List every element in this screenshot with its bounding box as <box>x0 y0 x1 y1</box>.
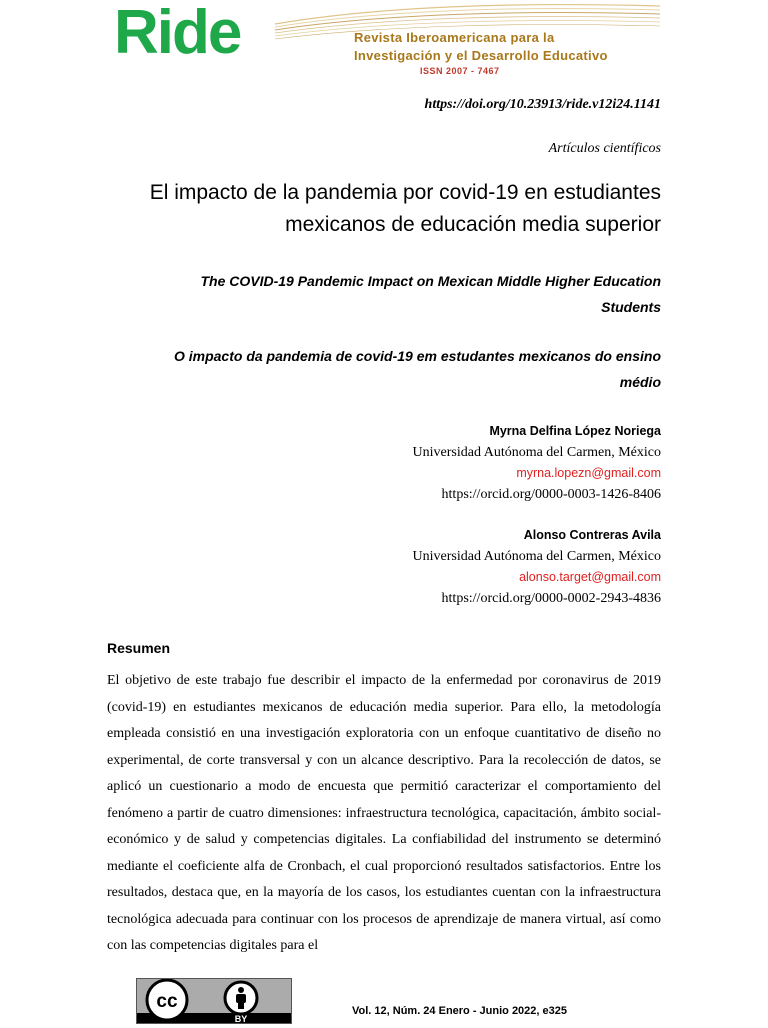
author-orcid[interactable]: https://orcid.org/0000-0002-2943-4836 <box>441 591 661 606</box>
author-email[interactable]: myrna.lopezn@gmail.com <box>516 466 661 480</box>
journal-header <box>0 0 768 82</box>
doi-link[interactable]: https://doi.org/10.23913/ride.v12i24.1141 <box>424 97 661 112</box>
abstract-text: El objetivo de este trabajo fue describir el impacto de la enfermedad por coronavirus de 2019 (covid-19) en estudiantes mexicanos de educación media superior. Para ello, la metodología empleada consistió en una investigación exploratoria con un enfoque cuantitativo de diseño no experimental, de corte transversal y con un alcance descriptivo. Para la recolección de datos, se aplicó un cuestionario a modo de encuesta que permitió caracterizar el comportamiento del fenómeno a partir de cuatro dimensiones: infraestructura tecnológica, capacitación, ámbito social-económico y de salud y competencias digitales. La confiabilidad del instrumento se determinó mediante el coeficiente alfa de Cronbach, el cual proporcionó resultados satisfactorios. Entre los resultados, destaca que, en la mayoría de los casos, los estudiantes cuentan con la infraestructura tecnológica adecuada para continuar con los procesos de aprendizaje de manera virtual, así como con las competencias digitales para el <box>107 673 661 953</box>
title-portuguese-line2: médio <box>619 374 661 390</box>
title-english-line1: The COVID-19 Pandemic Impact on Mexican Middle Higher Education <box>200 273 661 289</box>
journal-logo: Ride <box>114 0 241 67</box>
journal-name <box>354 29 608 65</box>
author-affiliation: Universidad Autónoma del Carmen, México <box>412 549 661 564</box>
author-affiliation: Universidad Autónoma del Carmen, México <box>412 445 661 460</box>
title-portuguese <box>101 343 661 395</box>
section-label: Artículos científicos <box>548 141 661 156</box>
footer-volume: Vol. 12, Núm. 24 Enero - Junio 2022, e325 <box>352 1005 567 1017</box>
author-name: Alonso Contreras Avila <box>523 528 661 542</box>
title-english <box>101 268 661 320</box>
journal-name-line1: Revista Iberoamericana para la <box>354 30 555 45</box>
cc-license-badge[interactable] <box>136 978 292 1024</box>
title-portuguese-line1: O impacto da pandemia de covid-19 em estudantes mexicanos do ensino <box>173 348 661 364</box>
journal-name-line2: Investigación y el Desarrollo Educativo <box>354 48 608 63</box>
title-spanish <box>101 177 661 241</box>
title-spanish-line2: mexicanos de educación media superior <box>285 213 661 236</box>
journal-issn: ISSN 2007 - 7467 <box>420 66 500 76</box>
author-email[interactable]: alonso.target@gmail.com <box>519 570 661 584</box>
title-spanish-line1: El impacto de la pandemia por covid-19 en estudiantes <box>149 181 661 204</box>
author-name: Myrna Delfina López Noriega <box>489 424 661 438</box>
cc-label: cc <box>156 991 178 1012</box>
title-english-line2: Students <box>601 299 661 315</box>
cc-by-icon <box>137 979 291 1023</box>
author-orcid[interactable]: https://orcid.org/0000-0003-1426-8406 <box>441 487 661 502</box>
abstract-heading: Resumen <box>107 640 171 656</box>
by-label: BY <box>234 1014 248 1023</box>
